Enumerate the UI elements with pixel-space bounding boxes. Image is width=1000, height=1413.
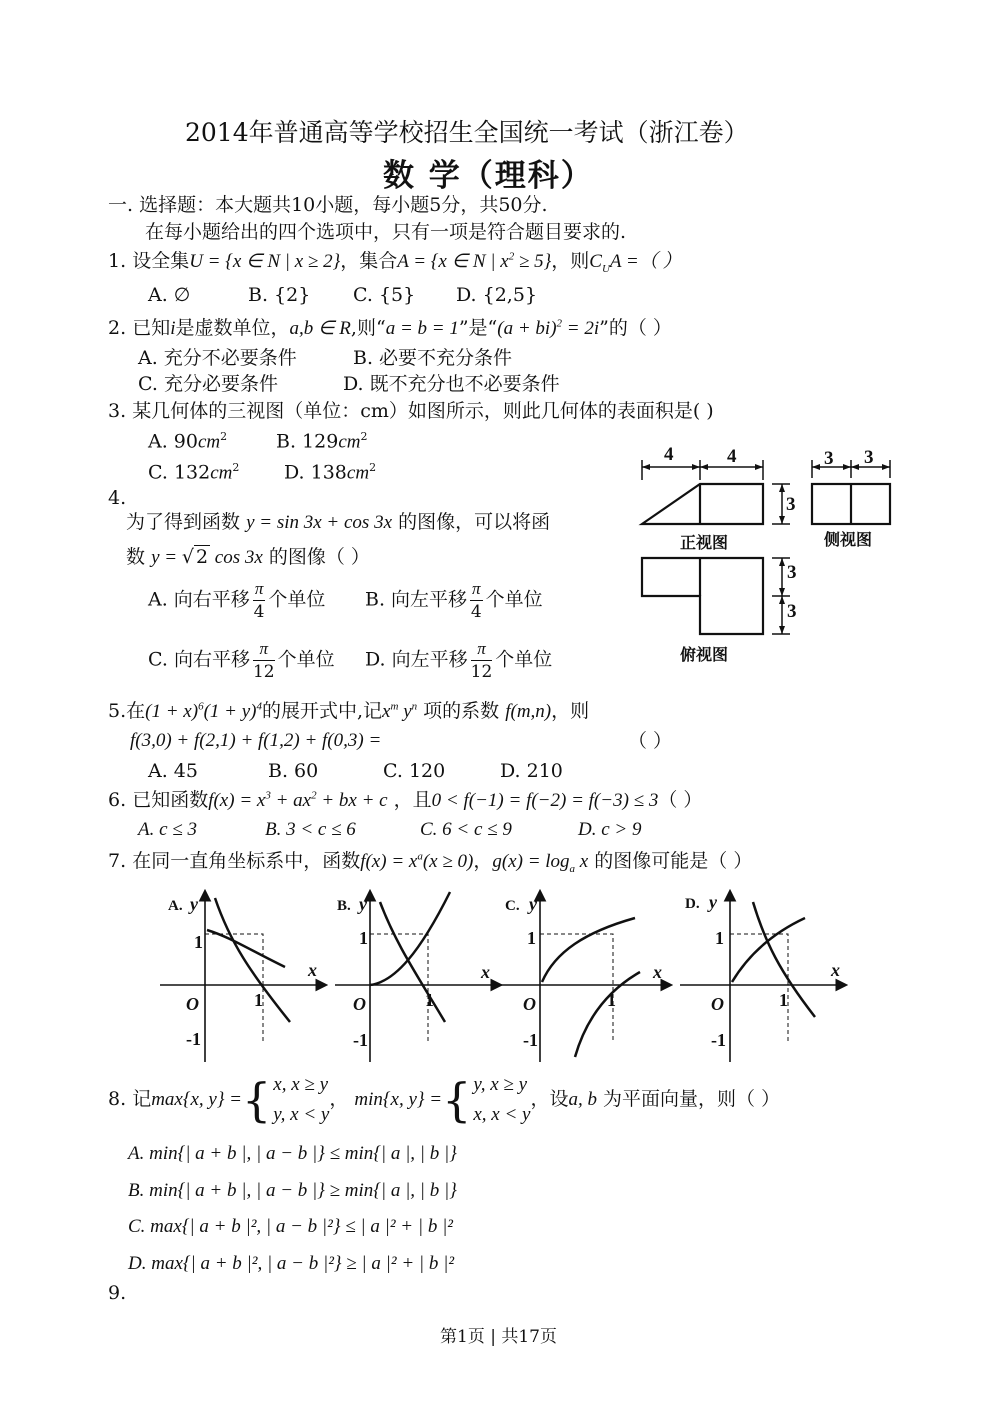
- q4-option-b[interactable]: B. 向左平移 $\frac{\pi}{4}$ 个单位: [365, 579, 543, 622]
- question-3: 3. 某几何体的三视图（单位：cm）如图所示，则此几何体的表面积是( ): [108, 400, 714, 422]
- question-4: 为了得到函数 y = sin 3x + cos 3x 的图像，可以将函: [126, 511, 551, 533]
- top-view-label: 俯视图: [680, 647, 729, 664]
- q1-option-c[interactable]: C. {5}: [353, 284, 416, 306]
- dim-label: 3: [786, 494, 796, 515]
- question-4-cont: 数 y = √ 2 cos 3x 的图像（ ）: [126, 546, 370, 568]
- q5-option-d[interactable]: D. 210: [500, 760, 563, 782]
- graph-neg: -1: [186, 1029, 201, 1049]
- q8-option-a[interactable]: A. min{| a + b |, | a − b |} ≤ min{| a |, | b |}: [128, 1143, 457, 1164]
- question-1: [108, 250, 681, 276]
- graph-one: 1: [715, 928, 724, 948]
- top-view-shape: [642, 558, 763, 634]
- q1-set-a: A = {x ∈ N | $x^2 \ge 5$}: [397, 250, 552, 272]
- graph-label: B.: [337, 898, 351, 914]
- question-5: 5.在$(1 + x)^6(1 + y)^4$的展开式中,记$x^m$ $y^n$ 项的系数 f(m,n)，则: [108, 700, 590, 722]
- q2-option-a[interactable]: A. 充分不必要条件: [138, 347, 297, 369]
- graph-x: x: [831, 960, 840, 980]
- graph-o: O: [711, 994, 724, 1014]
- graph-a: [160, 892, 325, 1062]
- q1-text-b: ，集合: [340, 250, 398, 272]
- q8-option-b[interactable]: B. min{| a + b |, | a − b |} ≥ min{| a |, | b |}: [128, 1180, 457, 1201]
- q1-option-b[interactable]: B. {2}: [248, 284, 311, 306]
- dim-label: 4: [727, 446, 737, 467]
- q5-option-c[interactable]: C. 120: [383, 760, 446, 782]
- graph-xone: 1: [254, 990, 263, 1010]
- question-6: 6. 已知函数$f(x) = x^3 + ax^2$ + bx + c ，且0 < f(−1) = f(−2) = f(−3) ≤ 3（ ）: [108, 789, 703, 811]
- graph-d: [680, 892, 845, 1062]
- graph-one: 1: [194, 932, 203, 952]
- exam-title: 2014年普通高等学校招生全国统一考试（浙江卷）: [185, 118, 749, 147]
- q4-option-d[interactable]: D. 向左平移 $\frac{\pi}{12}$ 个单位: [365, 639, 553, 682]
- q8-option-d[interactable]: D. max{| a + b |², | a − b |²} ≥ | a |² + | b |²: [128, 1253, 455, 1274]
- question-number: 1.: [108, 250, 127, 272]
- q2-option-c[interactable]: C. 充分必要条件: [138, 373, 278, 395]
- dim-label: 3: [787, 601, 797, 622]
- question-4-number: 4.: [108, 487, 127, 509]
- question-9-number: 9.: [108, 1282, 127, 1304]
- q5-paren: （ ）: [628, 730, 673, 752]
- q2-option-b[interactable]: B. 必要不充分条件: [353, 347, 513, 369]
- graph-xone: 1: [779, 990, 788, 1010]
- subject-title: 数 学（理科）: [383, 158, 594, 194]
- q6-option-c[interactable]: C. 6 < c ≤ 9: [420, 819, 512, 840]
- question-number: 2.: [108, 317, 127, 339]
- q3-option-b[interactable]: B. $129cm^2$: [276, 430, 368, 453]
- graph-x: x: [308, 960, 317, 980]
- q1-complement: $C_UA$ =（ ）: [589, 251, 682, 275]
- q1-set-u: U = {x ∈ N | x ≥ 2}: [189, 251, 341, 272]
- q1-text-a: 设全集: [132, 250, 190, 272]
- q3-option-a[interactable]: A. $90cm^2$: [148, 430, 228, 453]
- graph-y: y: [709, 892, 717, 912]
- q1-option-a[interactable]: A. ∅: [148, 284, 191, 306]
- q5-option-b[interactable]: B. 60: [268, 760, 319, 782]
- dim-label: 3: [787, 562, 797, 583]
- q3-option-d[interactable]: D. $138cm^2$: [284, 461, 377, 484]
- dim-label: 4: [664, 444, 674, 465]
- graph-label: A.: [168, 898, 183, 914]
- graph-y: y: [359, 894, 367, 914]
- graph-o: O: [353, 994, 366, 1014]
- graph-o: O: [523, 994, 536, 1014]
- q6-option-a[interactable]: A. c ≤ 3: [138, 819, 197, 840]
- graph-y: y: [529, 894, 537, 914]
- graph-x: x: [653, 962, 662, 982]
- q1-text-c: ，则: [551, 250, 590, 272]
- q5-option-a[interactable]: A. 45: [148, 760, 198, 782]
- dim-label: 3: [864, 447, 874, 468]
- graph-label: D.: [685, 896, 700, 912]
- graph-y: y: [190, 894, 198, 914]
- graph-neg: -1: [523, 1030, 538, 1050]
- q6-option-b[interactable]: B. 3 < c ≤ 6: [265, 819, 356, 840]
- page-footer: 第1页 | 共17页: [440, 1327, 557, 1347]
- q7-graphs: [150, 882, 855, 1072]
- graph-xone: 1: [607, 990, 616, 1010]
- section-instruction: 在每小题给出的四个选项中，只有一项是符合题目要求的.: [145, 221, 627, 243]
- q6-option-d[interactable]: D. c > 9: [578, 819, 642, 840]
- q4-option-a[interactable]: A. 向右平移 $\frac{\pi}{4}$ 个单位: [148, 579, 326, 622]
- graph-neg: -1: [353, 1030, 368, 1050]
- graph-x: x: [481, 962, 490, 982]
- graph-neg: -1: [711, 1030, 726, 1050]
- side-view-label: 侧视图: [824, 532, 873, 549]
- dim-label: 3: [824, 448, 834, 469]
- question-2: 2. 已知i是虚数单位，a,b ∈ R,则“a = b = 1”是“(a + bi)$^2$ = 2i”的（ ）: [108, 317, 672, 339]
- graph-one: 1: [527, 928, 536, 948]
- graph-one: 1: [359, 928, 368, 948]
- question-7: 7. 在同一直角坐标系中，函数$f(x) = x^a(x \ge 0)$，$g(x) = \log_a x$ 的图像可能是（ ）: [108, 850, 753, 875]
- graph-label: C.: [505, 898, 520, 914]
- front-view-shape: [642, 484, 763, 524]
- graph-o: O: [186, 994, 199, 1014]
- q4-option-c[interactable]: C. 向右平移 $\frac{\pi}{12}$ 个单位: [148, 639, 335, 682]
- q2-option-d[interactable]: D. 既不充分也不必要条件: [343, 373, 560, 395]
- question-number: 3.: [108, 400, 127, 422]
- graph-xone: 1: [425, 990, 434, 1010]
- q3-option-c[interactable]: C. $132cm^2$: [148, 461, 240, 484]
- three-view-figure: [630, 440, 900, 670]
- question-8: 8. 记max{x, y} ={ x, x ≥ y y, x < y ， min{x, y} ={ y, x ≥ y x, x < y ，设a, b 为平面向量，则（ ）: [108, 1073, 781, 1127]
- front-view-label: 正视图: [680, 535, 729, 552]
- q8-option-c[interactable]: C. max{| a + b |², | a − b |²} ≤ | a |² + | b |²: [128, 1216, 453, 1237]
- q1-option-d[interactable]: D. {2,5}: [456, 284, 538, 306]
- section-heading: 一. 选择题：本大题共10小题，每小题5分，共50分.: [108, 194, 548, 216]
- q5-sum: f(3,0) + f(2,1) + f(1,2) + f(0,3) =: [130, 730, 382, 751]
